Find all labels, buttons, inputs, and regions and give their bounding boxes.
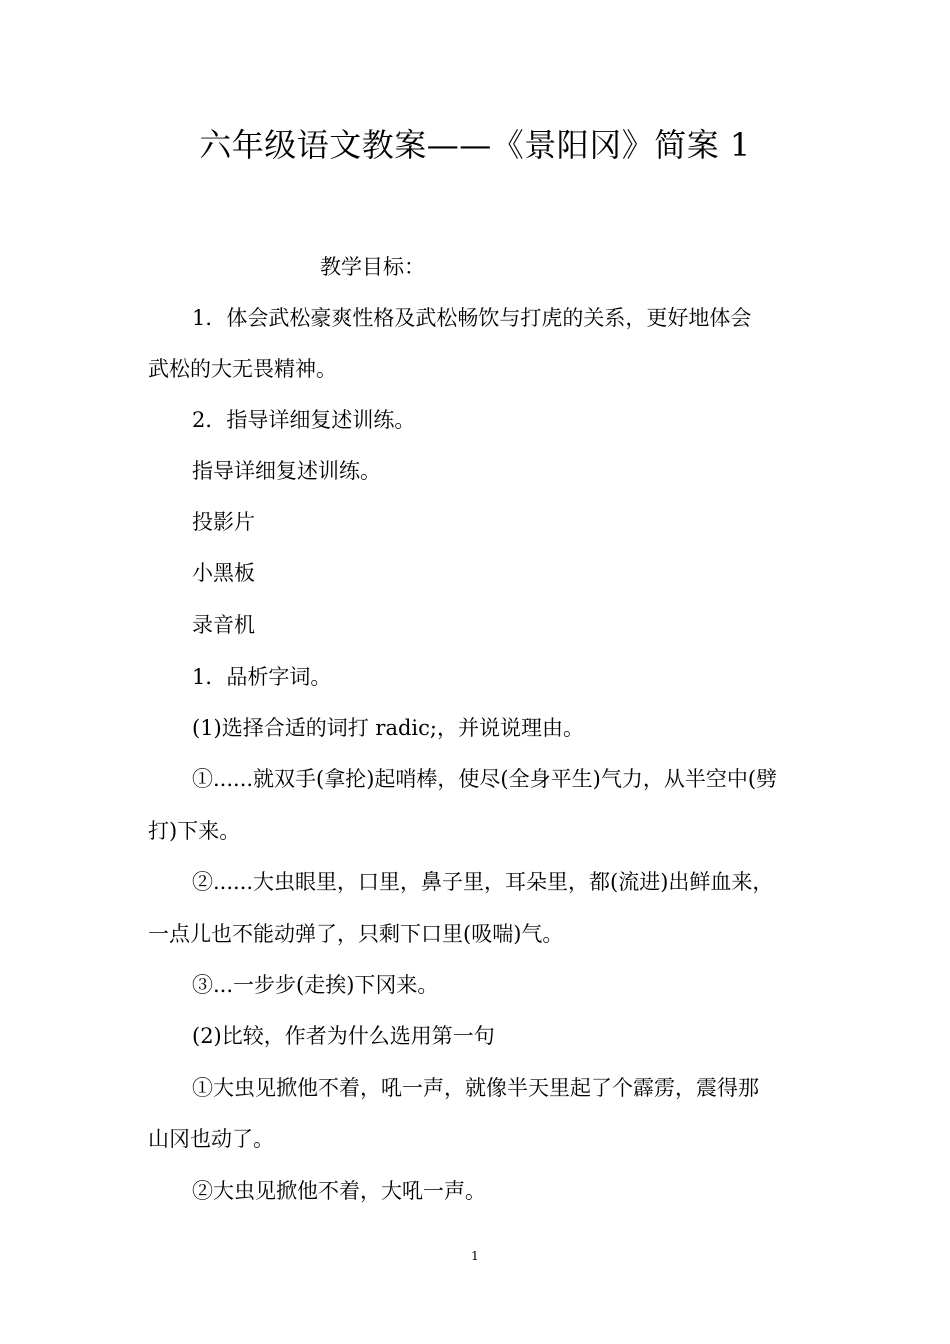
paragraph-line: ③...一步步(走挨)下冈来。	[192, 973, 439, 997]
section-heading: 教学目标：	[320, 255, 425, 279]
paragraph-line: 武松的大无畏精神。	[148, 357, 337, 381]
page-number: 1	[471, 1249, 479, 1263]
paragraph-line: 1．品析字词。	[192, 665, 332, 689]
paragraph-line: ②大虫见掀他不着，大吼一声。	[192, 1179, 486, 1203]
paragraph-line: 山冈也动了。	[148, 1127, 274, 1151]
paragraph-line: ①......就双手(拿抡)起哨棒，使尽(全身平生)气力，从半空中(劈	[192, 767, 778, 791]
paragraph-line: 一点儿也不能动弹了，只剩下口里(吸喘)气。	[148, 922, 564, 946]
paragraph-line: 小黑板	[192, 561, 255, 585]
document-title: 六年级语文教案——《景阳冈》简案 1	[199, 126, 751, 164]
paragraph-line: 2．指导详细复述训练。	[192, 408, 416, 432]
paragraph-line: (1)选择合适的词打 radic;，并说说理由。	[192, 716, 584, 740]
paragraph-line: 录音机	[192, 613, 255, 637]
paragraph-line: 1．体会武松豪爽性格及武松畅饮与打虎的关系，更好地体会	[192, 306, 752, 330]
paragraph-line: (2)比较，作者为什么选用第一句	[192, 1024, 495, 1048]
paragraph-line: ②......大虫眼里，口里，鼻子里，耳朵里，都(流进)出鲜血来，	[192, 870, 774, 894]
paragraph-line: 指导详细复述训练。	[192, 459, 381, 483]
paragraph-line: ①大虫见掀他不着，吼一声，就像半天里起了个霹雳，震得那	[192, 1076, 759, 1100]
paragraph-line: 投影片	[192, 510, 255, 534]
paragraph-line: 打)下来。	[148, 819, 241, 843]
